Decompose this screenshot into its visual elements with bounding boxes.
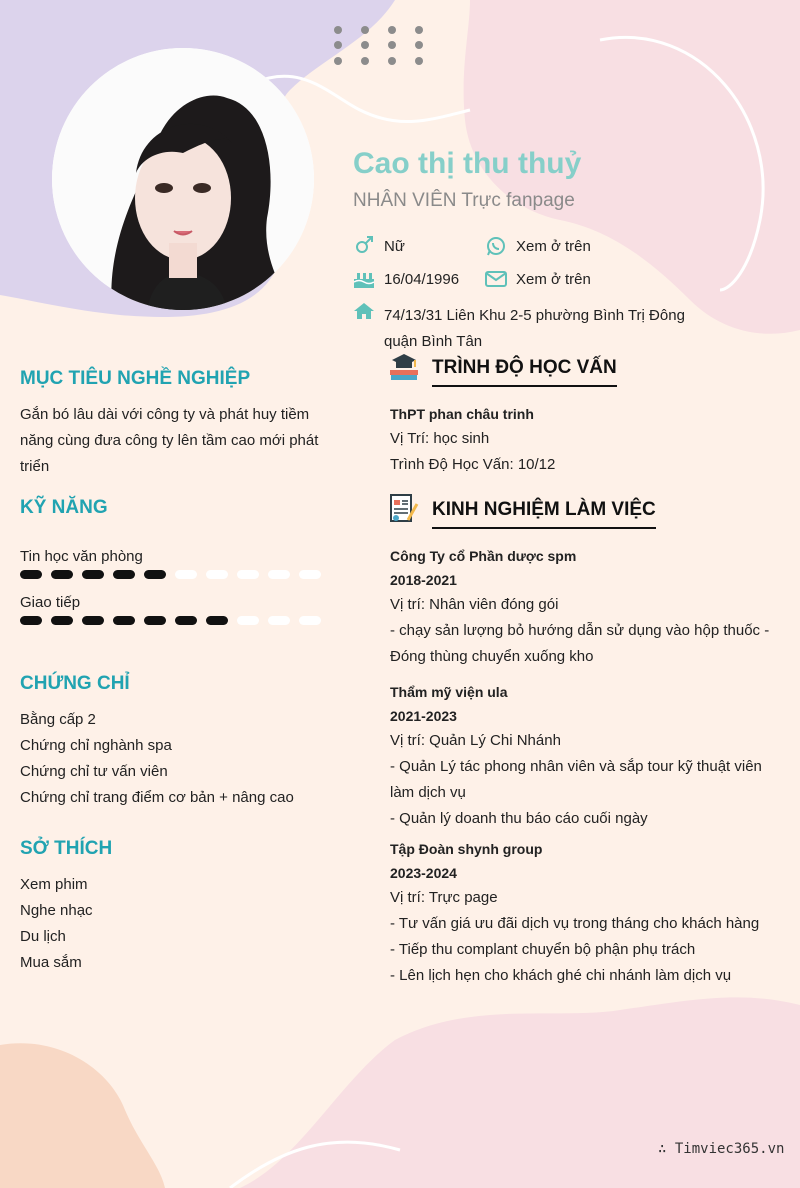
skill-level-dash <box>51 570 73 579</box>
objective-text: Gắn bó lâu dài với công ty và phát huy tiềm năng cùng đưa công ty lên tầm cao mới phát triển <box>20 406 319 475</box>
company-name: Công Ty cổ Phần dược spm <box>390 548 577 564</box>
skill-level-bar <box>20 616 330 625</box>
skill-name: Giao tiếp <box>20 594 81 611</box>
job-position: Vị trí: Trực page <box>390 889 498 906</box>
education-icon <box>388 350 420 387</box>
list-item: Xem phim <box>20 876 88 893</box>
company-name: Thẩm mỹ viện ula <box>390 684 508 700</box>
list-item: Chứng chỉ tư vấn viên <box>20 763 168 780</box>
job-period: 2023-2024 <box>390 865 457 881</box>
skill-level-dash <box>82 616 104 625</box>
skill-level-dash <box>113 616 135 625</box>
list-item: Chứng chỉ trang điểm cơ bản + nâng cao <box>20 789 294 806</box>
skill-level-dash <box>20 570 42 579</box>
hobbies-title: SỞ THÍCH <box>20 838 113 859</box>
skill-level-dash <box>51 616 73 625</box>
birthday-row <box>353 268 459 290</box>
skill-level-dash <box>206 616 228 625</box>
objective-title: MỤC TIÊU NGHỀ NGHIỆP <box>20 368 251 389</box>
school-name: ThPT phan châu trinh <box>390 406 534 422</box>
list-item: Chứng chỉ nghành spa <box>20 737 172 754</box>
skill-level-dash <box>82 570 104 579</box>
job-period: 2021-2023 <box>390 708 457 724</box>
experience-header <box>388 492 656 529</box>
experience-title: KINH NGHIỆM LÀM VIỆC <box>432 499 656 529</box>
skill-level-bar <box>20 570 330 579</box>
skill-level-dash <box>206 570 228 579</box>
certificates-title: CHỨNG CHỈ <box>20 673 130 694</box>
address-value: 74/13/31 Liên Khu 2-5 phường Bình Trị Đông quận Bình Tân <box>384 307 685 350</box>
gender-icon <box>353 235 375 257</box>
education-position: Vị Trí: học sinh <box>390 430 490 447</box>
list-item: Nghe nhạc <box>20 902 93 919</box>
job-detail: - chạy sản lượng bỏ hướng dẫn sử dụng vào hộp thuốc - Đóng thùng chuyển xuống kho <box>390 622 770 665</box>
skill-level-dash <box>113 570 135 579</box>
experience-icon <box>388 492 420 529</box>
skill-level-dash <box>268 616 290 625</box>
skill-level-dash <box>237 570 259 579</box>
job-detail: - Tiếp thu complant chuyển bộ phận phụ trách <box>390 941 696 958</box>
job-detail: - Tư vấn giá ưu đãi dịch vụ trong tháng cho khách hàng <box>390 915 760 932</box>
phone-row <box>485 235 591 257</box>
company-name: Tập Đoàn shynh group <box>390 841 543 857</box>
skill-name: Tin học văn phòng <box>20 548 143 565</box>
job-detail: - Quản Lý tác phong nhân viên và sắp tour kỹ thuật viên làm dịch vụ <box>390 758 762 801</box>
skills-title: KỸ NĂNG <box>20 497 108 518</box>
email-icon <box>485 268 507 290</box>
phone-icon <box>485 235 507 257</box>
skill-level-dash <box>299 570 321 579</box>
gender-row <box>353 235 405 257</box>
skill-level-dash <box>299 616 321 625</box>
home-icon <box>353 302 375 325</box>
birthday-value: 16/04/1996 <box>384 270 460 288</box>
job-entry <box>390 544 775 670</box>
job-entry <box>390 680 775 832</box>
skill-level-dash <box>268 570 290 579</box>
job-position: Vị trí: Nhân viên đóng gói <box>390 596 559 613</box>
education-header <box>388 350 617 387</box>
certificates-list <box>20 707 294 811</box>
job-period: 2018-2021 <box>390 572 457 588</box>
brand-watermark[interactable]: ∴ Timviec365.vn <box>658 1141 785 1157</box>
job-detail: - Lên lịch hẹn cho khách ghé chi nhánh làm dịch vụ <box>390 967 732 984</box>
skill-level-dash <box>144 616 166 625</box>
skill-level-dash <box>144 570 166 579</box>
email-row <box>485 268 591 290</box>
candidate-name: Cao thị thu thuỷ <box>353 147 582 180</box>
list-item: Bằng cấp 2 <box>20 711 96 728</box>
job-title: NHÂN VIÊN Trực fanpage <box>353 190 575 211</box>
education-title: TRÌNH ĐỘ HỌC VẤN <box>432 357 617 387</box>
skill-level-dash <box>175 570 197 579</box>
education-level: Trình Độ Học Vấn: 10/12 <box>390 456 556 473</box>
job-detail: - Quản lý doanh thu báo cáo cuối ngày <box>390 810 648 827</box>
skill-level-dash <box>237 616 259 625</box>
job-entry <box>390 837 775 989</box>
gender-value: Nữ <box>384 237 405 255</box>
email-value: Xem ở trên <box>516 270 591 288</box>
birthday-icon <box>353 268 375 290</box>
profile-photo <box>52 48 314 310</box>
list-item: Du lịch <box>20 928 66 945</box>
list-item: Mua sắm <box>20 954 82 971</box>
hobbies-list <box>20 872 93 976</box>
education-block <box>390 402 775 478</box>
skill-level-dash <box>20 616 42 625</box>
job-position: Vị trí: Quản Lý Chi Nhánh <box>390 732 561 749</box>
skill-level-dash <box>175 616 197 625</box>
phone-value: Xem ở trên <box>516 237 591 255</box>
